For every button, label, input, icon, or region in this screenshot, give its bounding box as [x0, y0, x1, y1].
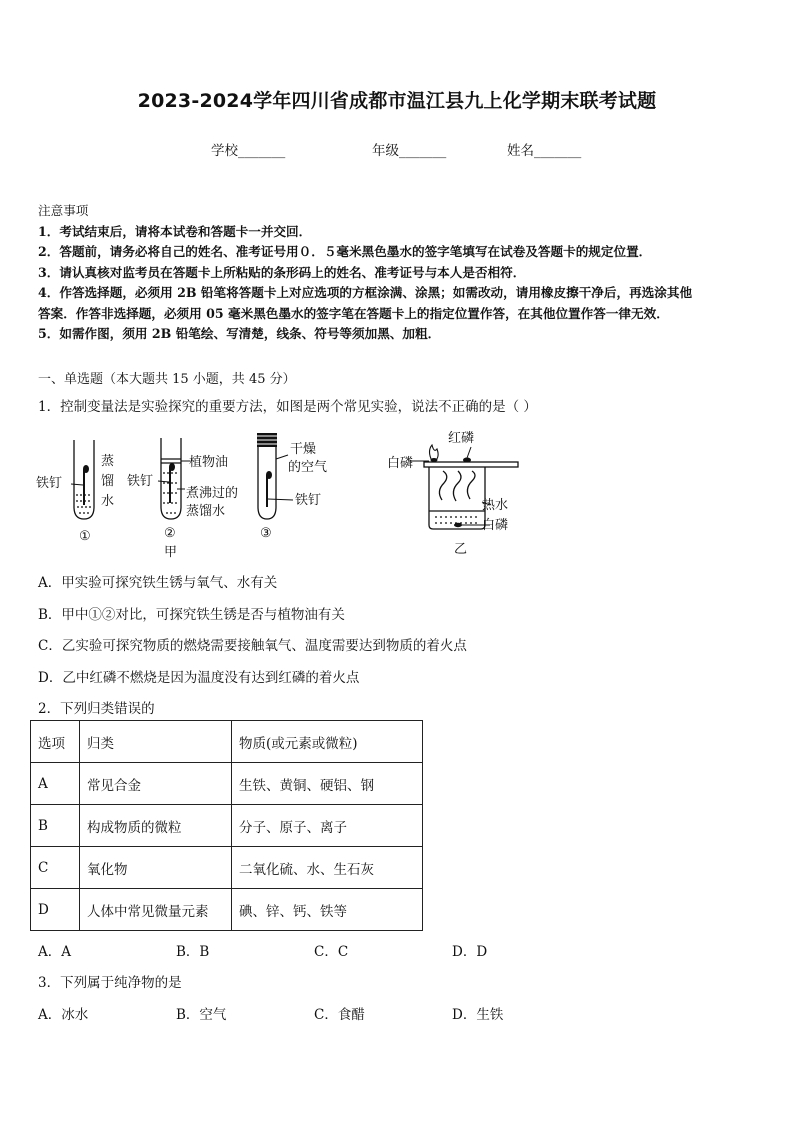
- question-2-stem: 2．下列归类错误的: [38, 701, 155, 717]
- table-cell: 二氧化硫、水、生石灰: [232, 847, 423, 889]
- table-cell: 氧化物: [80, 847, 232, 889]
- school-field: 学校_______: [211, 143, 286, 159]
- option-c: C．C: [314, 944, 349, 960]
- red-phosphorus-label: 红磷: [448, 431, 475, 446]
- boiled-water-label: 蒸馏水: [186, 504, 226, 519]
- option-b: B．B: [176, 944, 210, 960]
- experiment-diagram: [30, 425, 530, 560]
- white-phosphorus-label: 白磷: [387, 456, 414, 471]
- table-cell: 人体中常见微量元素: [80, 889, 232, 931]
- table-cell: 生铁、黄铜、硬铝、钢: [232, 763, 423, 805]
- dry-air-label: 的空气: [288, 460, 328, 475]
- table-cell: 分子、原子、离子: [232, 805, 423, 847]
- table-cell: C: [31, 847, 80, 889]
- option-a: A．甲实验可探究铁生锈与氧气、水有关: [38, 575, 278, 591]
- header-cell: 归类: [80, 721, 232, 763]
- header-cell: 选项: [31, 721, 80, 763]
- table-row: [31, 847, 423, 889]
- option-d: D．D: [452, 944, 488, 960]
- option-c: C．乙实验可探究物质的燃烧需要接触氧气、温度需要达到物质的着火点: [38, 638, 467, 654]
- boiled-water-label: 煮沸过的: [186, 486, 239, 501]
- white-phosphorus-label-2: 白磷: [482, 518, 509, 533]
- table-cell: D: [31, 889, 80, 931]
- page-title: 2023-2024学年四川省成都市温江县九上化学期末联考试题: [137, 90, 657, 112]
- notice-item: 3．请认真核对监考员在答题卡上所粘贴的条形码上的姓名、准考证号与本人是否相符．: [38, 264, 526, 280]
- hot-water-label: 热水: [482, 498, 509, 513]
- table-cell: 碘、锌、钙、铁等: [232, 889, 423, 931]
- notice-heading: 注意事项: [38, 203, 89, 218]
- table-cell: A: [31, 763, 80, 805]
- option-c: C．食醋: [314, 1007, 365, 1023]
- notice-item: 2．答题前，请务必将自己的姓名、准考证号用０．５毫米黑色墨水的签字笔填写在试卷及答题卡的规定位置．: [38, 244, 652, 259]
- section-heading: 一、单选题（本大题共 15 小题，共 45 分）: [38, 372, 296, 387]
- distilled-water-char: 馏: [101, 474, 115, 489]
- option-d: D．乙中红磷不燃烧是因为温度没有达到红磷的着火点: [38, 670, 360, 686]
- notice-item: 1．考试结束后，请将本试卷和答题卡一并交回．: [38, 223, 312, 239]
- notice-item: 答案．作答非选择题，必须用 05 毫米黑色墨水的签字笔在答题卡上的指定位置作答，在其他位置作答一律无效．: [38, 305, 669, 321]
- table-header-row: [31, 721, 423, 763]
- table-row: [31, 889, 423, 931]
- question-3-stem: 3．下列属于纯净物的是: [38, 975, 182, 991]
- classification-table: [30, 720, 423, 931]
- notice-item: 4．作答选择题，必须用 2B 铅笔将答题卡上对应选项的方框涂满、涂黑；如需改动，请用橡皮擦干净后，再选涂其他: [38, 285, 693, 300]
- grade-field: 年级_______: [372, 143, 447, 159]
- option-d: D．生铁: [452, 1007, 504, 1023]
- table-cell: 常见合金: [80, 763, 232, 805]
- tube-number-1: ①: [79, 529, 91, 544]
- question-1-stem: 1．控制变量法是实验探究的重要方法，如图是两个常见实验，说法不正确的是（ ）: [38, 399, 537, 415]
- group-jia-label: 甲: [164, 545, 178, 560]
- option-b: B．甲中①②对比，可探究铁生锈是否与植物油有关: [38, 607, 345, 623]
- dry-air-label: 干燥: [290, 442, 317, 457]
- tube-number-2: ②: [164, 526, 176, 541]
- group-yi-label: 乙: [454, 542, 468, 557]
- nail-label-1: 铁钉: [36, 476, 63, 491]
- table-row: [31, 763, 423, 805]
- table-cell: B: [31, 805, 80, 847]
- oil-label: 植物油: [189, 455, 229, 470]
- option-a: A．冰水: [38, 1007, 89, 1023]
- nail-label-2: 铁钉: [127, 474, 154, 489]
- option-a: A．A: [38, 944, 71, 960]
- distilled-water-char: 水: [101, 494, 115, 509]
- notice-item: 5．如需作图，须用 2B 铅笔绘、写清楚，线条、符号等须加黑、加粗．: [38, 326, 441, 341]
- option-b: B．空气: [176, 1007, 227, 1023]
- notice-block: [38, 201, 692, 345]
- tube-number-3: ③: [260, 526, 272, 541]
- table-cell: 构成物质的微粒: [80, 805, 232, 847]
- name-field: 姓名_______: [507, 143, 582, 159]
- table-row: [31, 805, 423, 847]
- nail-label-3: 铁钉: [295, 493, 322, 508]
- header-cell: 物质(或元素或微粒): [232, 721, 423, 763]
- distilled-water-char: 蒸: [101, 454, 115, 469]
